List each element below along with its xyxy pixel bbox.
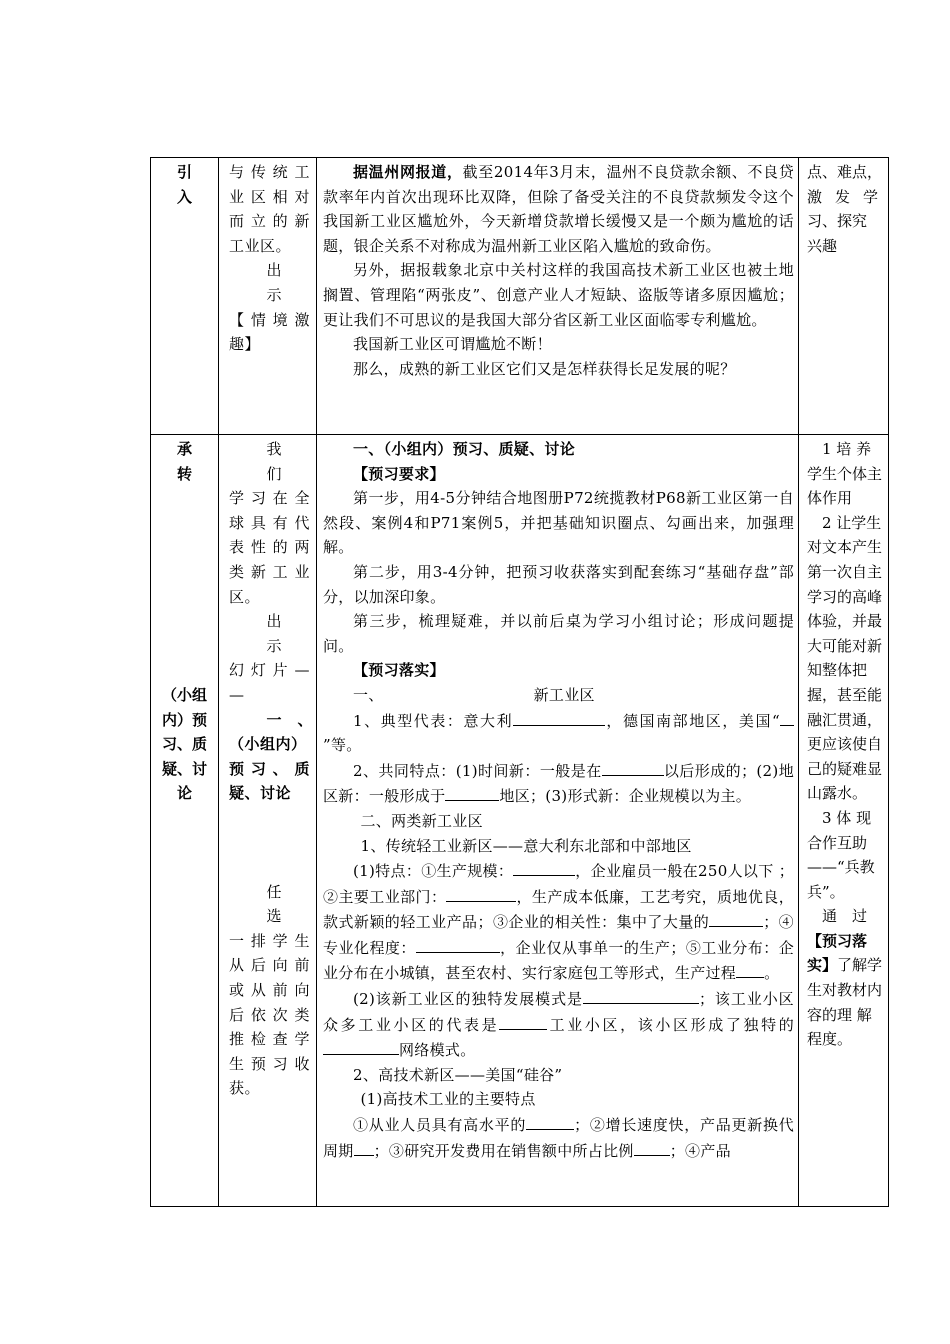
aim-line: 兴趣 xyxy=(807,236,838,255)
activity-line: 学习在全 xyxy=(229,489,310,508)
blank-line xyxy=(634,1138,670,1156)
blank-line xyxy=(709,909,763,927)
aim-line: 点、难点， xyxy=(807,163,883,181)
content-cell-intro xyxy=(317,158,799,435)
blank-line xyxy=(513,858,575,876)
activity-line: 从后向前 xyxy=(229,956,310,975)
activity-line: 表性的两 xyxy=(229,538,310,557)
stage-label: 内）预 xyxy=(161,710,207,729)
question-text: (2)该新工业区的独特发展模式是 xyxy=(353,990,583,1009)
blank-line xyxy=(499,1012,547,1030)
activity-line: 推检查学 xyxy=(229,1030,310,1049)
blank-line xyxy=(736,960,764,978)
subsection-2-1: 1、传统轻工业新区——意大利东北部和中部地区 xyxy=(360,836,692,855)
stage-cell-transition xyxy=(151,435,219,1207)
paragraph-text: 截至2014年3月末，温州不良贷款余额、不良贷款率年内首次出现环比双降，但除了备受关注的不良贷款频发令这个我国新工业区尴尬外，今天新增贷款增长缓慢又是一个颇为尴尬的话题，银企关系不对称成为温州新工业区陷入尴尬的致命伤。 xyxy=(323,163,794,255)
activity-line: 一排学生 xyxy=(229,931,310,950)
blank-line xyxy=(780,708,794,726)
activity-line: 获。 xyxy=(229,1079,261,1098)
requirement-step-3: 第三步，梳理疑难，并以前后桌为学习小组讨论；形成问题提问。 xyxy=(323,612,794,655)
section-heading: 一、（小组内）预习、质疑、讨论 xyxy=(353,440,576,458)
activity-line: 出 示 xyxy=(266,612,298,655)
activity-line: 球具有代 xyxy=(229,513,310,532)
stage-label: 引 xyxy=(176,163,192,181)
activity-line: 工业区。 xyxy=(229,236,292,255)
question-2 xyxy=(323,758,794,809)
blank-line xyxy=(526,1112,574,1130)
subsection-1 xyxy=(323,683,794,708)
question-text: ”等。 xyxy=(323,736,362,755)
implementation-title: 【预习落实】 xyxy=(353,661,445,680)
subsection-number: 一、 xyxy=(353,685,384,704)
blank-line xyxy=(446,884,516,902)
question-text: ；④专业化程度： xyxy=(323,913,794,957)
mode-question xyxy=(323,986,794,1063)
activity-line: 趣】 xyxy=(229,335,261,354)
activity-line: 疑、讨论 xyxy=(229,784,292,803)
stage-label: 入 xyxy=(176,187,192,206)
blank-line xyxy=(445,783,499,801)
high-tech-heading: (1)高技术工业的主要特点 xyxy=(360,1090,536,1109)
activity-cell-intro xyxy=(219,158,317,435)
activity-line: — xyxy=(229,685,245,704)
question-text: 。 xyxy=(764,964,780,983)
intro-paragraph-1 xyxy=(323,160,794,258)
stage-label: 疑、讨 xyxy=(161,759,207,778)
question-text: ；③研究开发费用在销售额中所占比例 xyxy=(373,1141,634,1160)
activity-line: 幻灯片— xyxy=(229,661,310,680)
question-text: ；②增长速度快，产品更新换代周期 xyxy=(323,1116,794,1160)
stage-label: 转 xyxy=(176,464,192,483)
activity-line: 预习、质 xyxy=(229,759,310,778)
question-text: 2、共同特点：(1)时间新：一般是在 xyxy=(353,761,602,780)
stage-label: 习、质 xyxy=(161,735,207,754)
activity-line: 我 们 xyxy=(266,440,298,483)
aim-text: 了解学生对教材内容的理 解 程度。 xyxy=(807,956,883,1049)
aim-item-4-lead: 通 过 xyxy=(822,907,868,926)
aim-item-4 xyxy=(807,929,886,1052)
blank-line xyxy=(354,1138,374,1156)
activity-line: 与传统工 xyxy=(229,163,310,181)
activity-line: 业区相对 xyxy=(229,187,310,206)
intro-paragraph-4: 那么，成熟的新工业区它们又是怎样获得长足发展的呢？ xyxy=(353,359,736,378)
activity-line: 出 示 xyxy=(266,261,298,304)
subsection-2-2: 2、高技术新区——美国“硅谷” xyxy=(353,1065,563,1084)
blank-line xyxy=(416,935,500,953)
question-1 xyxy=(323,708,794,758)
aim-item-2: 2 让学生对文本产生第一次自主学习的高峰体验，并最大可能对新知整体把握，甚至能融汇贯通，更应该使自己的疑难显山露水。 xyxy=(807,513,883,803)
aim-cell-transition xyxy=(799,435,889,1207)
news-source: 据温州网报道， xyxy=(353,163,463,181)
content-cell-transition xyxy=(317,435,799,1207)
feature-question xyxy=(323,858,794,986)
question-text: 以后形成的；(2)地区新：一般形成于 xyxy=(323,761,794,806)
high-tech-question xyxy=(323,1112,794,1163)
question-text: 网络模式。 xyxy=(399,1041,476,1060)
stage-label: （小组 xyxy=(161,685,207,704)
table-row-intro xyxy=(151,158,889,435)
requirement-step-1: 第一步，用4-5分钟结合地图册P72统揽教材P68新工业区第一自然段、案例4和P71案例5，并把基础知识圈点、勾画出来，加强理解。 xyxy=(323,489,794,557)
activity-line: 或从前向 xyxy=(229,981,310,1000)
activity-line: 区。 xyxy=(229,587,261,606)
activity-cell-transition xyxy=(219,435,317,1207)
stage-cell-intro xyxy=(151,158,219,435)
question-text: ，德国南部地区，美国“ xyxy=(605,711,780,730)
question-text: ；该工业小区众多工业小区的代表是 xyxy=(323,990,794,1034)
question-text: ，企业雇员一般在250人以下 ；②主要工业部门： xyxy=(323,862,794,906)
activity-line: 生预习收 xyxy=(229,1054,310,1073)
blank-line xyxy=(323,1037,399,1055)
blank-line xyxy=(513,708,605,726)
question-text: ，企业仅从事单一的生产；⑤工业分布：企业分布在小城镇，甚至农村、实行家庭包工等形式，生产过程 xyxy=(323,938,795,983)
requirement-title: 【预习要求】 xyxy=(353,464,445,483)
activity-line: 任 选 xyxy=(266,882,298,926)
activity-line: 一 、 xyxy=(266,710,314,729)
aim-item-3: 3 体 现合作互助——“兵教兵”。 xyxy=(807,808,875,901)
aim-cell-intro xyxy=(799,158,889,435)
question-text: 地区；(3)形式新：企业规模以为主。 xyxy=(499,787,752,806)
requirement-step-2: 第二步，用3-4分钟，把预习收获落实到配套练习“基础存盘”部分，以加深印象。 xyxy=(323,562,794,606)
activity-line: 而立的新 xyxy=(229,212,310,231)
stage-label: 论 xyxy=(176,784,192,803)
intro-paragraph-3: 我国新工业区可谓尴尬不断！ xyxy=(353,335,552,354)
activity-line: （小组内） xyxy=(229,735,307,754)
activity-line: 类新工业 xyxy=(229,562,310,581)
activity-line: 【情境激 xyxy=(229,310,310,329)
activity-line: 后依次类 xyxy=(229,1005,310,1024)
intro-paragraph-2: 另外，据报载象北京中关村这样的我国高技术新工业区也被土地搁置、管理陷“两张皮”、创意产业人才短缺、盗版等诸多原因尴尬；更让我们不可思议的是我国大部分省区新工业区面临零专利尴尬。 xyxy=(323,261,794,329)
aim-line: 激 发 学 xyxy=(807,187,878,206)
question-text: ①从业人员具有高水平的 xyxy=(353,1116,527,1135)
lesson-plan-table xyxy=(150,157,889,1207)
subsection-title: 新工业区 xyxy=(533,685,595,704)
question-text: 1、典型代表：意大利 xyxy=(353,711,514,730)
aim-highlight: 【预习落实】 xyxy=(807,931,868,975)
question-text: ；④产品 xyxy=(669,1141,731,1160)
stage-label: 承 xyxy=(176,440,192,458)
aim-item-1: 1 培 养学生个体主体作用 xyxy=(807,440,883,508)
blank-line xyxy=(602,758,664,776)
aim-line: 习、探究 xyxy=(807,212,868,231)
subsection-2: 二、两类新工业区 xyxy=(360,811,483,830)
blank-line xyxy=(583,986,699,1004)
table-row-transition xyxy=(151,435,889,1207)
question-text: 工业小区，该小区形成了独特的 xyxy=(547,1015,794,1034)
question-text: (1)特点：①生产规模： xyxy=(353,862,514,881)
question-text: ，生产成本低廉，工艺考究，质地优良，款式新颖的轻工业产品；③企业的相关性：集中了大量的 xyxy=(323,887,794,932)
